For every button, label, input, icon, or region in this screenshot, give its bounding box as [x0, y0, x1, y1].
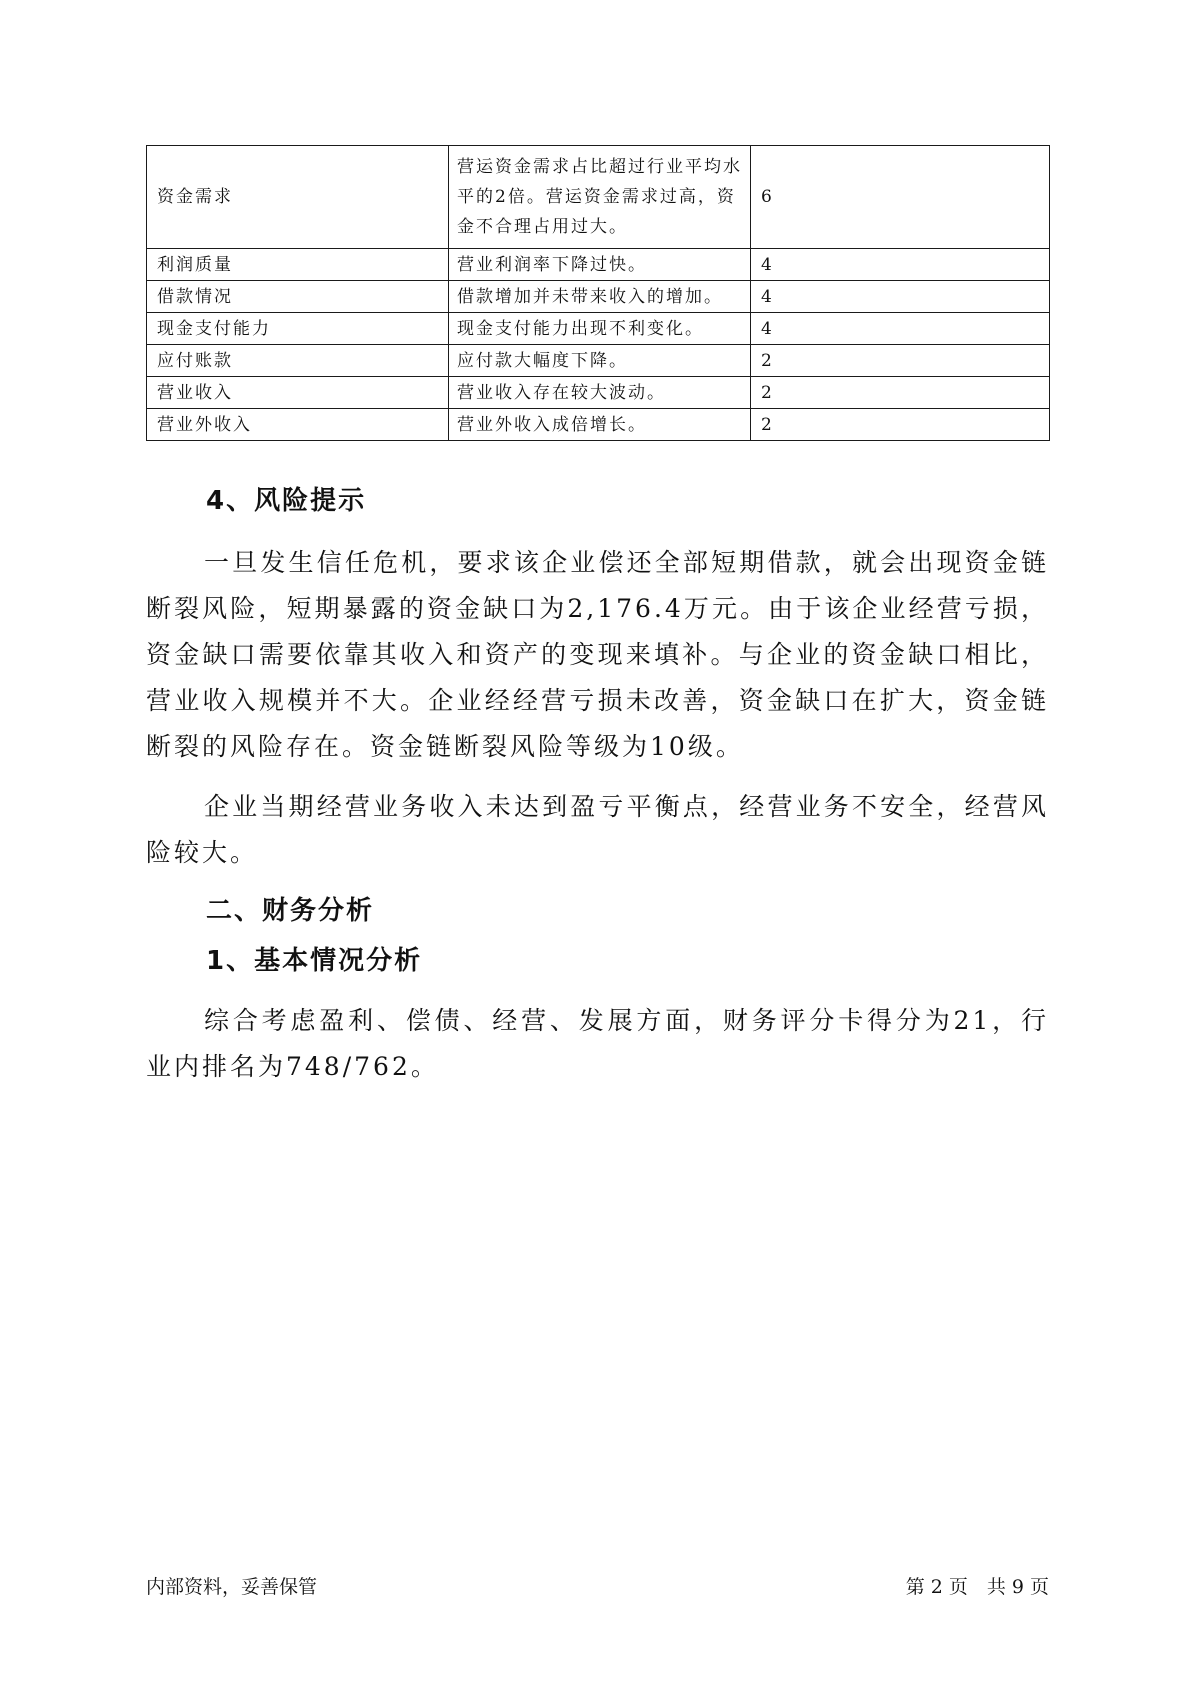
finance-subsection-heading: 1、基本情况分析	[206, 946, 423, 976]
table-cell-description: 营运资金需求占比超过行业平均水平的2倍。营运资金需求过高，资金不合理占用过大。	[449, 146, 751, 249]
table-cell-description: 现金支付能力出现不利变化。	[449, 313, 751, 345]
table-cell-score: 4	[751, 281, 1050, 313]
risk-indicator-table	[146, 145, 1050, 441]
table-cell-description: 借款增加并未带来收入的增加。	[449, 281, 751, 313]
table-row	[147, 146, 1050, 249]
table-cell-score: 2	[751, 377, 1050, 409]
page-number	[906, 1572, 1049, 1599]
table-cell-description: 应付款大幅度下降。	[449, 345, 751, 377]
table-cell-score: 6	[751, 146, 1050, 249]
risk-paragraph-1: 一旦发生信任危机，要求该企业偿还全部短期借款，就会出现资金链断裂风险，短期暴露的资金缺口为2,176.4万元。由于该企业经营亏损，资金缺口需要依靠其收入和资产的变现来填补。与企业的资金缺口相比，营业收入规模并不大。企业经经营亏损未改善，资金缺口在扩大，资金链断裂的风险存在。资金链断裂风险等级为10级。	[146, 548, 1049, 761]
table-cell-item: 借款情况	[147, 281, 449, 313]
page-total: 9	[1011, 1576, 1024, 1598]
risk-section-heading: 4、风险提示	[206, 486, 367, 516]
table-cell-score: 2	[751, 409, 1050, 441]
finance-section-heading: 二、财务分析	[206, 896, 375, 926]
table-cell-score: 4	[751, 249, 1050, 281]
finance-paragraph: 综合考虑盈利、偿债、经营、发展方面，财务评分卡得分为21，行业内排名为748/762。	[146, 1006, 1049, 1081]
table-cell-item: 现金支付能力	[147, 313, 449, 345]
table-row	[147, 345, 1050, 377]
table-row	[147, 313, 1050, 345]
table-cell-item: 应付账款	[147, 345, 449, 377]
page-prefix: 第	[905, 1576, 925, 1598]
table-cell-item: 营业外收入	[147, 409, 449, 441]
table-cell-description: 营业利润率下降过快。	[449, 249, 751, 281]
table-cell-item: 利润质量	[147, 249, 449, 281]
page-suffix: 页	[1029, 1576, 1049, 1598]
table-cell-item: 资金需求	[147, 146, 449, 249]
table-cell-description: 营业收入存在较大波动。	[449, 377, 751, 409]
table-row	[147, 281, 1050, 313]
table-row	[147, 409, 1050, 441]
table-row	[147, 377, 1050, 409]
page-mid: 页 共	[948, 1576, 1006, 1598]
page-current: 2	[930, 1576, 943, 1598]
confidential-note: 内部资料，妥善保管	[146, 1576, 318, 1598]
table-cell-score: 4	[751, 313, 1050, 345]
risk-paragraph-2: 企业当期经营业务收入未达到盈亏平衡点，经营业务不安全，经营风险较大。	[146, 792, 1049, 867]
table-row	[147, 249, 1050, 281]
table-cell-item: 营业收入	[147, 377, 449, 409]
table-cell-score: 2	[751, 345, 1050, 377]
table-cell-description: 营业外收入成倍增长。	[449, 409, 751, 441]
